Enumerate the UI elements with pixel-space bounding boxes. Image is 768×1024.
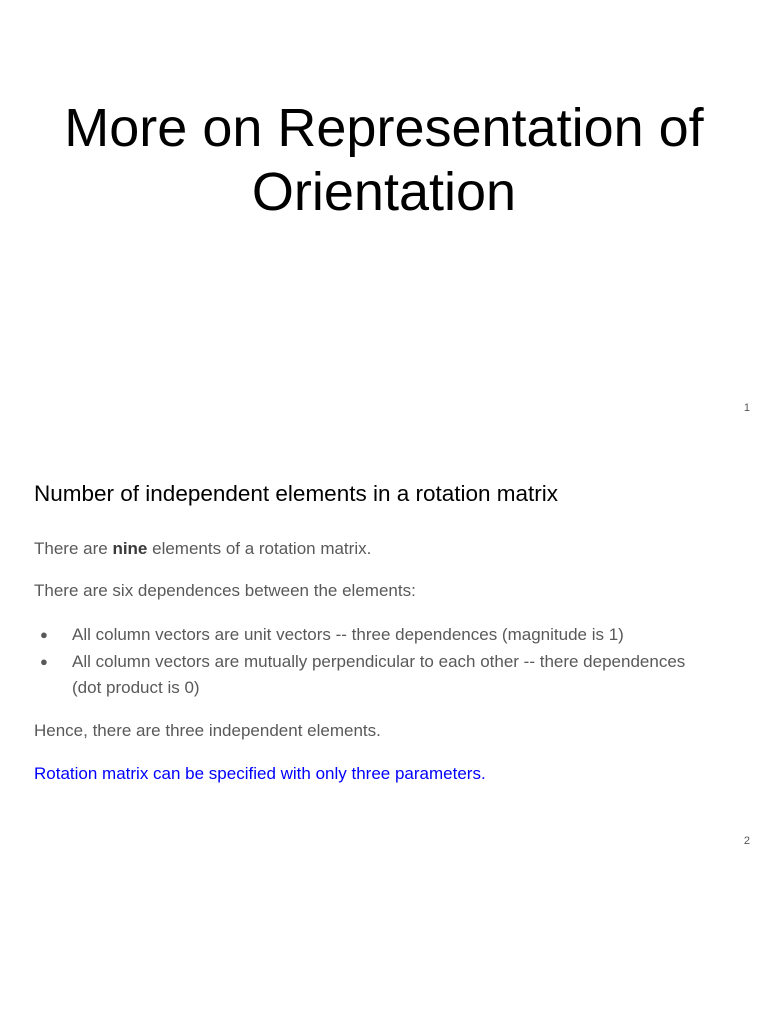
slide-1 (0, 0, 768, 434)
list-item-text: All column vectors are mutually perpendicular to each other -- there dependences (dot product is 0) (72, 651, 686, 697)
bullet-icon: ● (40, 653, 48, 669)
paragraph-text: There are (34, 539, 113, 558)
slide-title-line-2: Orientation (251, 162, 517, 222)
list-item-text: All column vectors are unit vectors -- three dependences (magnitude is 1) (72, 625, 624, 644)
list-item (34, 649, 714, 702)
bullet-icon: ● (40, 627, 48, 642)
bullet-list (34, 622, 714, 702)
paragraph-conclusion: Hence, there are three independent elements. (34, 721, 381, 740)
slide-heading: Number of independent elements in a rotation matrix (34, 481, 559, 506)
slide-2 (0, 434, 768, 868)
paragraph-dependences: There are six dependences between the elements: (34, 581, 416, 600)
paragraph-nine-elements (34, 536, 371, 562)
bold-text: nine (112, 539, 148, 558)
slide-number: 1 (743, 402, 750, 414)
slide-title-line-1: More on Representation of (64, 98, 704, 158)
slide-title (0, 96, 768, 224)
list-item (34, 622, 714, 649)
paragraph-text: elements of a rotation matrix. (147, 539, 372, 558)
highlight-text: Rotation matrix can be specified with only three parameters. (34, 764, 486, 783)
slide-number: 2 (743, 835, 750, 847)
